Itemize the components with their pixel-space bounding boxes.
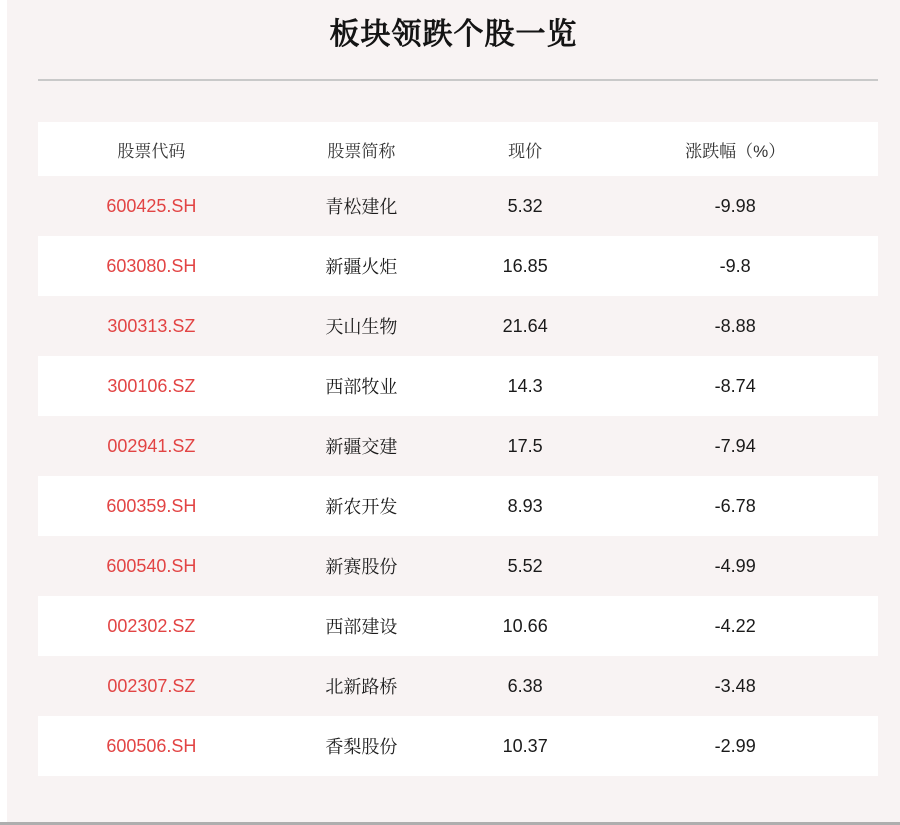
change-percent: -6.78 — [714, 495, 756, 516]
stock-code: 600540.SH — [106, 555, 197, 576]
table-row — [38, 236, 878, 296]
stock-code: 300313.SZ — [107, 315, 196, 336]
current-price: 8.93 — [507, 495, 543, 516]
change-percent: -9.98 — [714, 195, 756, 216]
stock-name: 新赛股份 — [325, 557, 398, 577]
stock-code: 300106.SZ — [107, 375, 196, 396]
current-price: 14.3 — [507, 375, 543, 396]
header-current-price: 现价 — [508, 141, 543, 161]
table-row — [38, 296, 878, 356]
table-row — [38, 176, 878, 236]
stock-name: 北新路桥 — [325, 677, 398, 697]
current-price: 5.32 — [507, 195, 543, 216]
stock-name: 青松建化 — [325, 197, 398, 217]
change-percent: -9.8 — [719, 255, 751, 276]
page-title: 板块领跌个股一览 — [329, 18, 578, 51]
stock-name: 新疆交建 — [325, 437, 398, 457]
stock-code: 600359.SH — [106, 495, 197, 516]
header-stock-name: 股票简称 — [327, 141, 396, 161]
stock-code: 600506.SH — [106, 735, 197, 756]
title-divider — [38, 79, 878, 81]
stock-name: 天山生物 — [325, 317, 398, 337]
current-price: 10.37 — [502, 735, 548, 756]
current-price: 6.38 — [507, 675, 543, 696]
change-percent: -3.48 — [714, 675, 756, 696]
table-row — [38, 596, 878, 656]
current-price: 17.5 — [507, 435, 543, 456]
table-header-row — [38, 122, 878, 176]
current-price: 21.64 — [502, 315, 548, 336]
header-stock-code: 股票代码 — [117, 141, 186, 161]
header-change-percent: 涨跌幅（%） — [685, 141, 786, 161]
table-row — [38, 476, 878, 536]
stock-code: 600425.SH — [106, 195, 197, 216]
current-price: 10.66 — [502, 615, 548, 636]
current-price: 16.85 — [502, 255, 548, 276]
change-percent: -7.94 — [714, 435, 756, 456]
stock-name: 西部建设 — [325, 617, 398, 637]
table-row — [38, 716, 878, 776]
stock-name: 香梨股份 — [325, 737, 398, 757]
stock-table — [38, 122, 878, 776]
table-row — [38, 416, 878, 476]
stock-name: 西部牧业 — [325, 377, 398, 397]
change-percent: -2.99 — [714, 735, 756, 756]
current-price: 5.52 — [507, 555, 543, 576]
change-percent: -4.99 — [714, 555, 756, 576]
stock-code: 002307.SZ — [107, 675, 196, 696]
stock-code: 002941.SZ — [107, 435, 196, 456]
change-percent: -8.74 — [714, 375, 756, 396]
stock-code: 603080.SH — [106, 255, 197, 276]
change-percent: -4.22 — [714, 615, 756, 636]
stock-name: 新疆火炬 — [325, 257, 398, 277]
table-row — [38, 356, 878, 416]
change-percent: -8.88 — [714, 315, 756, 336]
table-row — [38, 536, 878, 596]
stock-code: 002302.SZ — [107, 615, 196, 636]
stock-name: 新农开发 — [325, 497, 398, 517]
table-row — [38, 656, 878, 716]
